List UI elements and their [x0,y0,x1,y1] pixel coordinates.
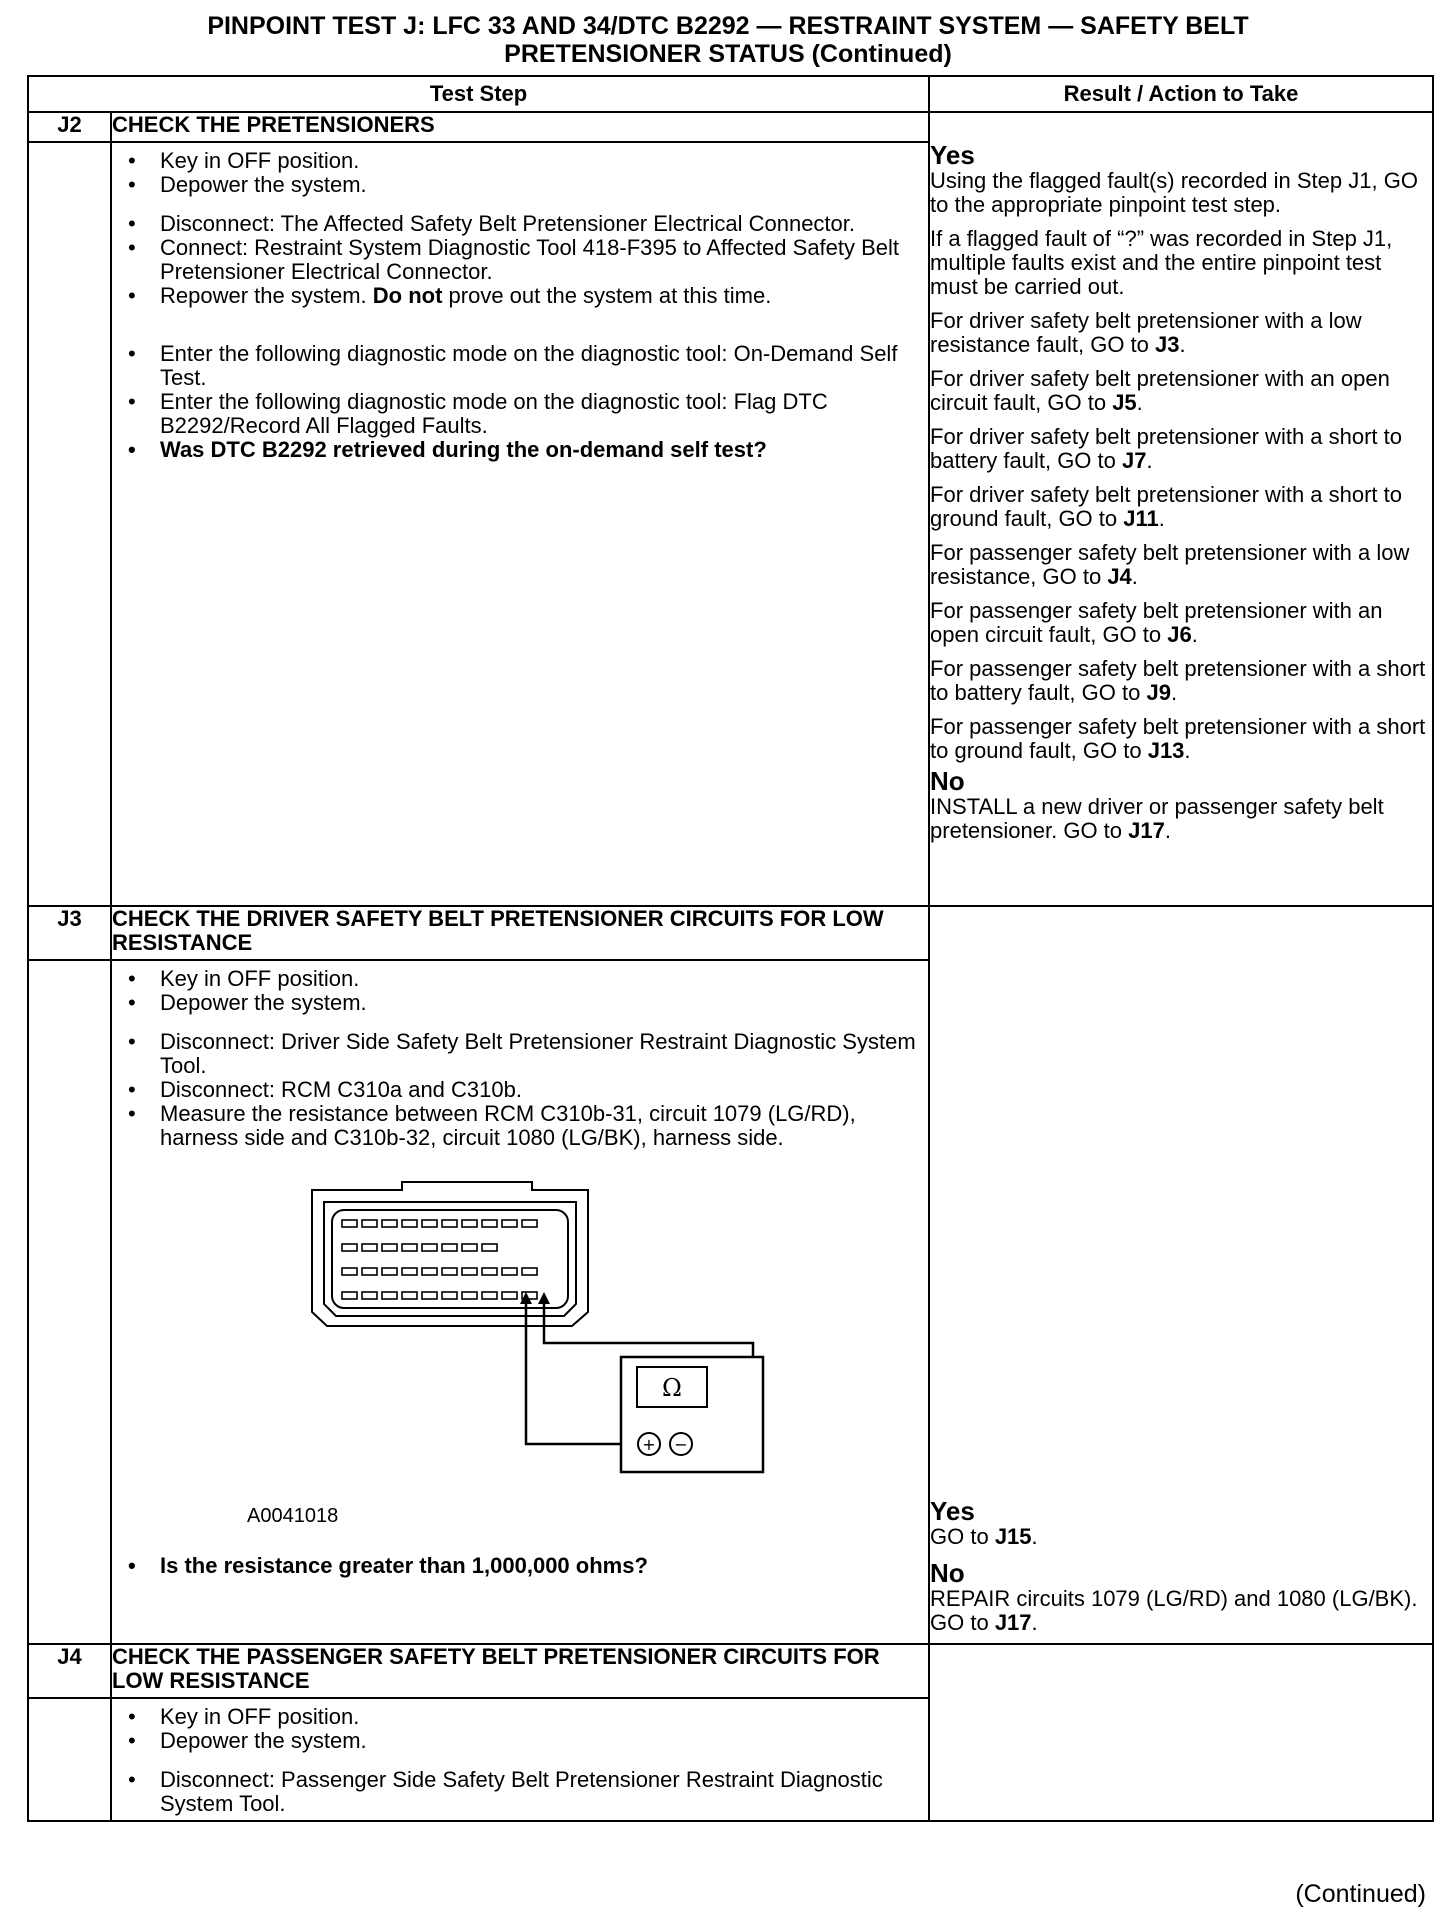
go-item: For driver safety belt pretensioner with an open circuit fault, GO to J5. [930,366,1390,415]
connector-pin [342,1292,357,1299]
connector-pin [482,1292,497,1299]
connector-pin [342,1220,357,1227]
header-test-step: Test Step [28,76,929,112]
list-item: • Key in OFF position. [122,1705,918,1729]
yes-label: Yes [930,1496,975,1526]
list-item: • Enter the following diagnostic mode on the diagnostic tool: On-Demand Self Test. [122,342,918,390]
list-item: • Disconnect: The Affected Safety Belt Pretensioner Electrical Connector. [122,212,918,236]
list-item: • Disconnect: Driver Side Safety Belt Pretensioner Restraint Diagnostic System Tool. [122,1030,918,1078]
step-id-j2: J2 [28,112,111,142]
step-id-j4: J4 [28,1644,111,1698]
step-row-j4 [28,1644,1433,1698]
step-instructions-j4 [111,1698,929,1821]
connector-pin [362,1244,377,1251]
step-row-j3 [28,906,1433,960]
connector-pin [522,1268,537,1275]
step-id-spacer [28,960,111,1644]
connector-pin [442,1268,457,1275]
yes-action: GO to J15. [930,1524,1038,1549]
step-id-j3: J3 [28,906,111,960]
connector-pin [502,1292,517,1299]
result-j4 [929,1644,1433,1821]
result-j3 [929,906,1433,1644]
go-item: For driver safety belt pretensioner with a low resistance fault, GO to J3. [930,308,1362,357]
continued-footer: (Continued) [1295,1880,1426,1908]
connector-pin [402,1244,417,1251]
list-item: • Depower the system. [122,1729,918,1753]
list-item: • Connect: Restraint System Diagnostic Tool 418-F395 to Affected Safety Belt Pretensioner Electrical Connector. [122,236,918,284]
connector-pin [342,1268,357,1275]
connector-pin [422,1244,437,1251]
list-item: • Key in OFF position. [122,149,918,173]
connector-diagram-svg [112,1154,930,1484]
connector-pin [402,1292,417,1299]
connector-pin [442,1244,457,1251]
connector-pin [362,1268,377,1275]
yes-label: Yes [930,140,975,170]
connector-pin [422,1268,437,1275]
go-item: For passenger safety belt pretensioner with a short to ground fault, GO to J13. [930,714,1426,763]
no-label: No [930,766,965,796]
connector-pin [442,1220,457,1227]
list-item: • Was DTC B2292 retrieved during the on-demand self test? [122,438,918,462]
page-title-line1: PINPOINT TEST J: LFC 33 AND 34/DTC B2292 — RESTRAINT SYSTEM — SAFETY BELT [207,12,1249,40]
connector-pin [462,1268,477,1275]
connector-pin [382,1292,397,1299]
result-j2 [929,112,1433,906]
pinpoint-test-table [27,75,1434,1822]
connector-pin [422,1292,437,1299]
list-item: • Is the resistance greater than 1,000,000 ohms? [122,1554,918,1578]
ohm-symbol: Ω [662,1374,682,1402]
step-instructions-j3 [111,960,929,1644]
go-item: For driver safety belt pretensioner with a short to ground fault, GO to J11. [930,482,1403,531]
page-title-line2: PRETENSIONER STATUS (Continued) [504,40,952,68]
step-row-j2 [28,112,1433,142]
connector-pin [362,1220,377,1227]
figure-id: A0041018 [247,1505,339,1527]
connector-pin [382,1244,397,1251]
connector-pin [442,1292,457,1299]
connector-pin [402,1268,417,1275]
svg-text:+: + [642,1435,656,1454]
connector-pins [342,1220,537,1299]
connector-pin [342,1244,357,1251]
list-item: • Depower the system. [122,173,918,197]
list-item: • Disconnect: Passenger Side Safety Belt Pretensioner Restraint Diagnostic System Tool. [122,1768,918,1816]
go-item: For passenger safety belt pretensioner with an open circuit fault, GO to J6. [930,598,1383,647]
connector-pin [502,1220,517,1227]
step-id-spacer [28,1698,111,1821]
no-action: INSTALL a new driver or passenger safety belt pretensioner. GO to J17. [930,794,1384,843]
list-item: • Repower the system. Do not prove out the system at this time. [122,284,918,308]
result-text: Using the flagged fault(s) recorded in Step J1, GO to the appropriate pinpoint test step. [930,168,1418,217]
connector-pin [482,1244,497,1251]
step-id-spacer [28,142,111,906]
connector-pin [462,1292,477,1299]
connector-pin [482,1220,497,1227]
connector-pin [382,1268,397,1275]
step-title-j4: CHECK THE PASSENGER SAFETY BELT PRETENSIONER CIRCUITS FOR LOW RESISTANCE [111,1644,929,1698]
list-item: • Disconnect: RCM C310a and C310b. [122,1078,918,1102]
connector-pin [502,1268,517,1275]
no-action: REPAIR circuits 1079 (LG/RD) and 1080 (LG/BK). GO to J17. [930,1586,1418,1635]
connector-pin [462,1244,477,1251]
connector-pin [522,1220,537,1227]
connector-pin [462,1220,477,1227]
connector-pin [382,1220,397,1227]
header-result: Result / Action to Take [929,76,1433,112]
step-title-j2: CHECK THE PRETENSIONERS [111,112,929,142]
connector-pin [362,1292,377,1299]
connector-pin [402,1220,417,1227]
go-item: For driver safety belt pretensioner with a short to battery fault, GO to J7. [930,424,1403,473]
table-header-row [28,76,1433,112]
go-item: For passenger safety belt pretensioner with a low resistance, GO to J4. [930,540,1410,589]
no-label: No [930,1558,965,1588]
go-item: For passenger safety belt pretensioner with a short to battery fault, GO to J9. [930,656,1426,705]
connector-pin [422,1220,437,1227]
result-text: If a flagged fault of “?” was recorded in Step J1, multiple faults exist and the entire pinpoint test must be carried out. [930,226,1393,299]
list-item: • Enter the following diagnostic mode on the diagnostic tool: Flag DTC B2292/Record All Flagged Faults. [122,390,918,438]
list-item: • Measure the resistance between RCM C310b-31, circuit 1079 (LG/RD), harness side and C310b-32, circuit 1080 (LG/BK), harness side. [122,1102,918,1150]
list-item: • Key in OFF position. [122,967,918,991]
list-item: • Depower the system. [122,991,918,1015]
connector-pin [482,1268,497,1275]
step-instructions-j2 [111,142,929,906]
connector-diagram [112,1154,928,1554]
page-title [0,12,1456,68]
svg-text:−: − [674,1435,688,1454]
step-title-j3: CHECK THE DRIVER SAFETY BELT PRETENSIONER CIRCUITS FOR LOW RESISTANCE [111,906,929,960]
